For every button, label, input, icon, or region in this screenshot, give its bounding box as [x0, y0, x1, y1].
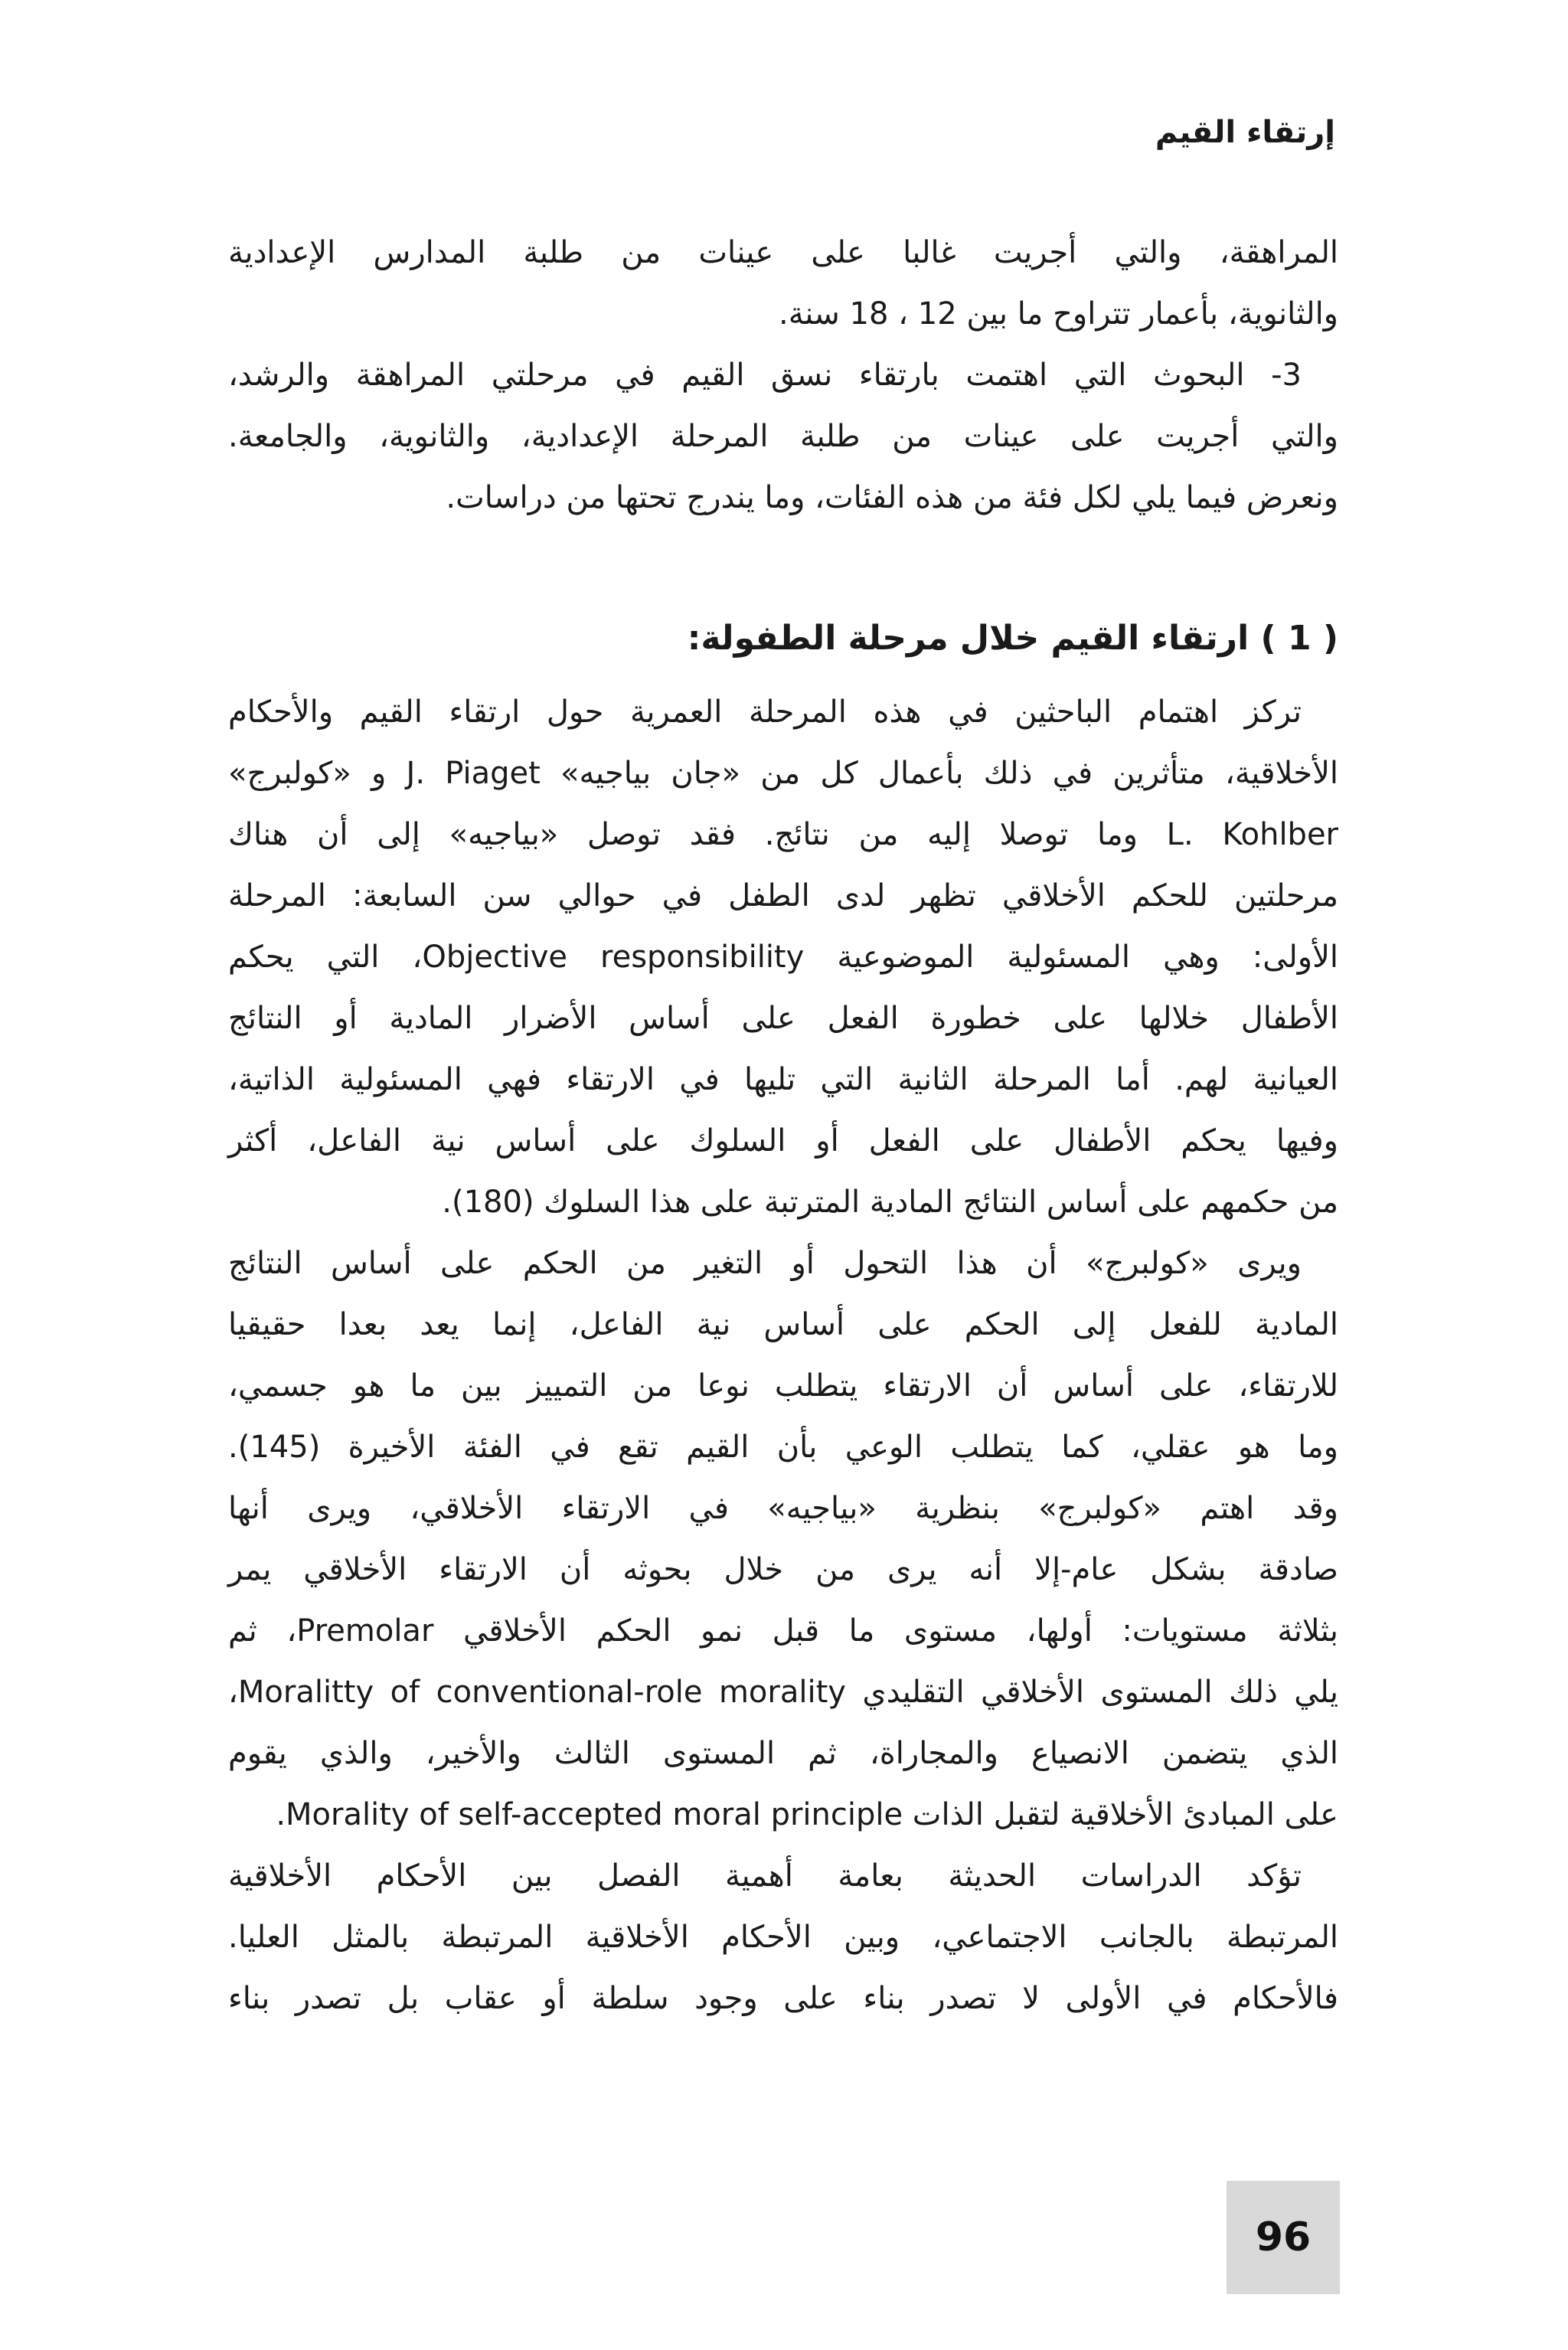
text-line: للارتقاء، على أساس أن الارتقاء يتطلب نوعا من التمييز بين ما هو جسمي، — [228, 1368, 1338, 1404]
text-line: تؤكد الدراسات الحديثة بعامة أهمية الفصل بين الأحكام الأخلاقية — [228, 1858, 1302, 1894]
text-line: والثانوية، بأعمار تتراوح ما بين 12 ، 18 سنة. — [779, 296, 1338, 332]
text-line: وفيها يحكم الأطفال على الفعل أو السلوك على أساس نية الفاعل، أكثر — [228, 1123, 1338, 1159]
section-body — [228, 681, 1338, 2029]
text-line: يلي ذلك المستوى الأخلاقي التقليدي Moralitty of conventional-role morality، — [228, 1675, 1338, 1710]
text-line: 3- البحوث التي اهتمت بارتقاء نسق القيم في مرحلتي المراهقة والرشد، — [228, 358, 1302, 393]
text-line: صادقة بشكل عام-إلا أنه يرى من خلال بحوثه أن الارتقاء الأخلاقي يمر — [228, 1552, 1338, 1587]
text-line: من حكمهم على أساس النتائج المادية المترتبة على هذا السلوك (180). — [442, 1185, 1338, 1220]
text-line: ويرى «كولبرج» أن هذا التحول أو التغير من الحكم على أساس النتائج — [228, 1246, 1302, 1281]
text-line: تركز اهتمام الباحثين في هذه المرحلة العمرية حول ارتقاء القيم والأحكام — [228, 695, 1302, 730]
text-line: العيانية لهم. أما المرحلة الثانية التي تليها في الارتقاء فهي المسئولية الذاتية، — [228, 1062, 1338, 1097]
text-line: المراهقة، والتي أجريت غالبا على عينات من طلبة المدارس الإعدادية — [228, 235, 1338, 270]
text-line: ونعرض فيما يلي لكل فئة من هذه الفئات، وما يندرج تحتها من دراسات. — [446, 480, 1338, 515]
section-title: ( 1 ) ارتقاء القيم خلال مرحلة الطفولة: — [687, 619, 1338, 658]
text-line: على المبادئ الأخلاقية لتقبل الذات Morality of self-accepted moral principle. — [276, 1797, 1338, 1832]
text-line: الأطفال خلالها على خطورة الفعل على أساس الأضرار المادية أو النتائج — [228, 1001, 1338, 1036]
text-line: والتي أجريت على عينات من طلبة المرحلة الإعدادية، والثانوية، والجامعة. — [228, 419, 1338, 454]
text-line: مرحلتين للحكم الأخلاقي تظهر لدى الطفل في حوالي سن السابعة: المرحلة — [228, 878, 1338, 914]
page-number-box — [1227, 2181, 1340, 2294]
intro-paragraphs — [228, 222, 1338, 528]
text-line: L. Kohlber وما توصلا إليه من نتائج. فقد توصل «بياجيه» إلى أن هناك — [228, 817, 1338, 852]
text-line: المادية للفعل إلى الحكم على أساس نية الفاعل، إنما يعد بعدا حقيقيا — [228, 1307, 1338, 1342]
running-header: إرتقاء القيم — [1155, 115, 1335, 150]
text-line: الأولى: وهي المسئولية الموضوعية Objective responsibility، التي يحكم — [228, 940, 1339, 975]
text-line: الذي يتضمن الانصياع والمجاراة، ثم المستوى الثالث والأخير، والذي يقوم — [228, 1736, 1338, 1771]
text-line: بثلاثة مستويات: أولها، مستوى ما قبل نمو الحكم الأخلاقي Premolar، ثم — [228, 1613, 1338, 1649]
text-line: الأخلاقية، متأثرين في ذلك بأعمال كل من «جان بياجيه» J. Piaget و «كولبرج» — [228, 756, 1339, 791]
page-number: 96 — [1255, 2214, 1312, 2260]
text-line: فالأحكام في الأولى لا تصدر بناء على وجود سلطة أو عقاب بل تصدر بناء — [228, 1981, 1338, 2016]
text-line: وما هو عقلي، كما يتطلب الوعي بأن القيم تقع في الفئة الأخيرة (145). — [228, 1430, 1338, 1465]
text-line: المرتبطة بالجانب الاجتماعي، وبين الأحكام الأخلاقية المرتبطة بالمثل العليا. — [228, 1920, 1338, 1955]
text-line: وقد اهتم «كولبرج» بنظرية «بياجيه» في الارتقاء الأخلاقي، ويرى أنها — [228, 1491, 1338, 1526]
